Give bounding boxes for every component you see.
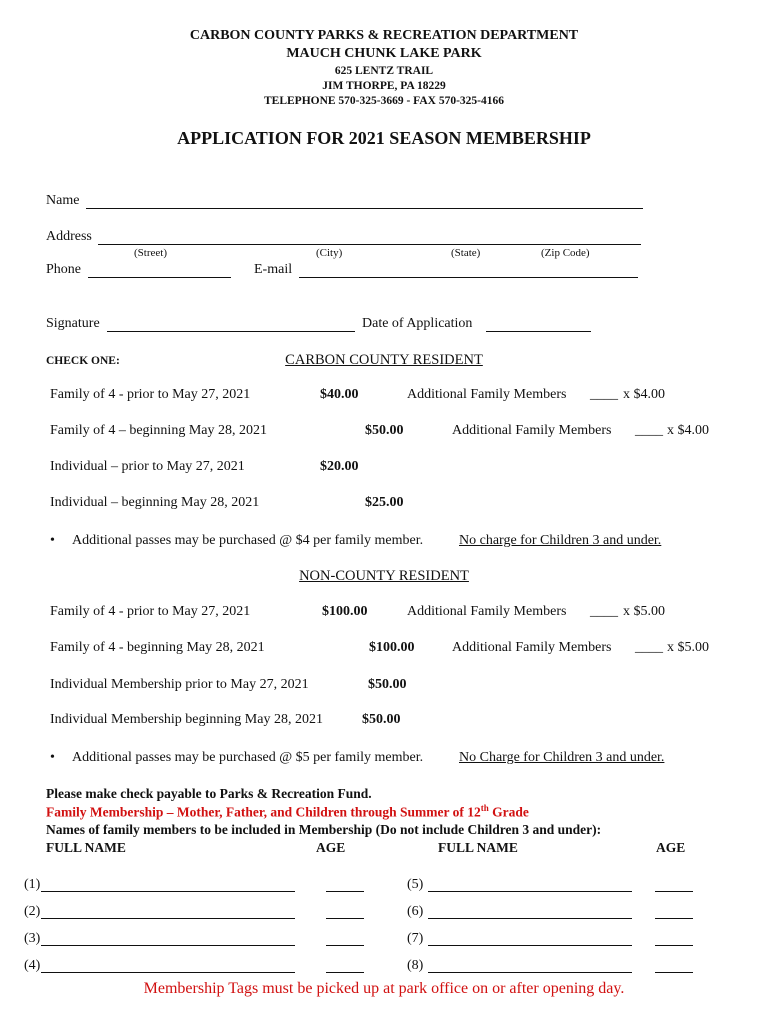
- member-age-field[interactable]: [326, 891, 364, 892]
- additional-members-count[interactable]: ____: [590, 387, 618, 402]
- county-row-price: $50.00: [365, 423, 404, 438]
- member-name-field[interactable]: [428, 945, 632, 946]
- name-label: Name: [46, 193, 80, 208]
- phone-fax: TELEPHONE 570-325-3669 - FAX 570-325-4166: [263, 95, 504, 107]
- noncounty-row-label: Family of 4 - beginning May 28, 2021: [50, 640, 265, 655]
- county-row-label: Family of 4 – beginning May 28, 2021: [50, 423, 267, 438]
- member-number: (8): [407, 958, 424, 973]
- additional-members-count[interactable]: ____: [590, 604, 618, 619]
- street-address: 625 LENTZ TRAIL: [334, 65, 434, 77]
- signature-field[interactable]: [107, 331, 355, 332]
- family-definition-text: Family Membership – Mother, Father, and Children through Summer of 12: [46, 804, 481, 820]
- member-age-field[interactable]: [655, 945, 693, 946]
- city-hint: (City): [316, 247, 343, 259]
- county-bullet-note: No charge for Children 3 and under.: [459, 533, 662, 548]
- email-field[interactable]: [299, 277, 638, 278]
- noncounty-row-label: Family of 4 - prior to May 27, 2021: [50, 604, 251, 619]
- county-row-price: $20.00: [320, 459, 359, 474]
- phone-field[interactable]: [88, 277, 231, 278]
- email-label: E-mail: [254, 262, 293, 277]
- member-name-field[interactable]: [428, 918, 632, 919]
- member-name-field[interactable]: [41, 972, 295, 973]
- noncounty-row-price: $50.00: [362, 712, 401, 727]
- noncounty-heading: NON-COUNTY RESIDENT: [299, 568, 469, 584]
- member-number: (3): [24, 931, 41, 946]
- state-hint: (State): [451, 247, 481, 259]
- additional-members-label: Additional Family Members: [452, 423, 612, 438]
- member-number: (1): [24, 877, 41, 892]
- member-name-field[interactable]: [41, 918, 295, 919]
- additional-members-label: Additional Family Members: [452, 640, 612, 655]
- member-number: (5): [407, 877, 424, 892]
- county-row-price: $40.00: [320, 387, 359, 402]
- street-hint: (Street): [134, 247, 167, 259]
- names-instructions: Names of family members to be included in Membership (Do not include Children 3 and under):: [46, 822, 602, 837]
- additional-members-count[interactable]: ____: [635, 423, 663, 438]
- county-row-label: Individual – prior to May 27, 2021: [50, 459, 245, 474]
- member-name-field[interactable]: [41, 945, 295, 946]
- county-row-price: $25.00: [365, 495, 404, 510]
- address-label: Address: [46, 229, 92, 244]
- full-name-header: FULL NAME: [46, 840, 126, 855]
- age-header: AGE: [656, 840, 686, 855]
- noncounty-row-label: Individual Membership prior to May 27, 2021: [50, 677, 309, 692]
- bullet-icon: •: [50, 533, 55, 548]
- additional-rate: x $4.00: [667, 423, 709, 438]
- member-name-field[interactable]: [428, 891, 632, 892]
- family-definition: [46, 803, 529, 821]
- name-field[interactable]: [86, 208, 643, 209]
- member-name-field[interactable]: [41, 891, 295, 892]
- additional-rate: x $5.00: [667, 640, 709, 655]
- family-definition-sup: th: [480, 803, 489, 813]
- tags-pickup-note: Membership Tags must be picked up at park office on or after opening day.: [143, 980, 625, 997]
- additional-rate: x $5.00: [623, 604, 665, 619]
- zip-hint: (Zip Code): [541, 247, 590, 259]
- member-number: (4): [24, 958, 41, 973]
- additional-members-count[interactable]: ____: [635, 640, 663, 655]
- noncounty-bullet-note: No Charge for Children 3 and under.: [459, 750, 665, 765]
- full-name-header: FULL NAME: [438, 840, 518, 855]
- member-age-field[interactable]: [326, 918, 364, 919]
- noncounty-row-label: Individual Membership beginning May 28, 2021: [50, 712, 323, 727]
- noncounty-bullet-text: Additional passes may be purchased @ $5 per family member.: [72, 750, 424, 765]
- member-number: (7): [407, 931, 424, 946]
- family-definition-end: Grade: [488, 804, 529, 820]
- date-label: Date of Application: [362, 316, 473, 331]
- noncounty-row-price: $100.00: [322, 604, 368, 619]
- department-name: CARBON COUNTY PARKS & RECREATION DEPARTMENT: [189, 28, 579, 43]
- age-header: AGE: [316, 840, 346, 855]
- member-age-field[interactable]: [655, 918, 693, 919]
- park-name: MAUCH CHUNK LAKE PARK: [286, 46, 482, 61]
- date-field[interactable]: [486, 331, 591, 332]
- address-field[interactable]: [98, 244, 641, 245]
- bullet-icon: •: [50, 750, 55, 765]
- member-age-field[interactable]: [655, 891, 693, 892]
- phone-label: Phone: [46, 262, 81, 277]
- additional-members-label: Additional Family Members: [407, 387, 567, 402]
- member-number: (2): [24, 904, 41, 919]
- county-bullet-text: Additional passes may be purchased @ $4 per family member.: [72, 533, 424, 548]
- member-age-field[interactable]: [326, 972, 364, 973]
- signature-label: Signature: [46, 316, 100, 331]
- member-name-field[interactable]: [428, 972, 632, 973]
- member-number: (6): [407, 904, 424, 919]
- county-heading: CARBON COUNTY RESIDENT: [285, 352, 483, 368]
- page-title: APPLICATION FOR 2021 SEASON MEMBERSHIP: [177, 128, 591, 148]
- county-row-label: Individual – beginning May 28, 2021: [50, 495, 260, 510]
- city-state-zip: JIM THORPE, PA 18229: [322, 80, 446, 92]
- additional-rate: x $4.00: [623, 387, 665, 402]
- check-one-label: CHECK ONE:: [46, 355, 120, 367]
- county-row-label: Family of 4 - prior to May 27, 2021: [50, 387, 251, 402]
- additional-members-label: Additional Family Members: [407, 604, 567, 619]
- member-age-field[interactable]: [326, 945, 364, 946]
- noncounty-row-price: $50.00: [368, 677, 407, 692]
- noncounty-row-price: $100.00: [369, 640, 415, 655]
- member-age-field[interactable]: [655, 972, 693, 973]
- payable-note: Please make check payable to Parks & Recreation Fund.: [46, 786, 372, 801]
